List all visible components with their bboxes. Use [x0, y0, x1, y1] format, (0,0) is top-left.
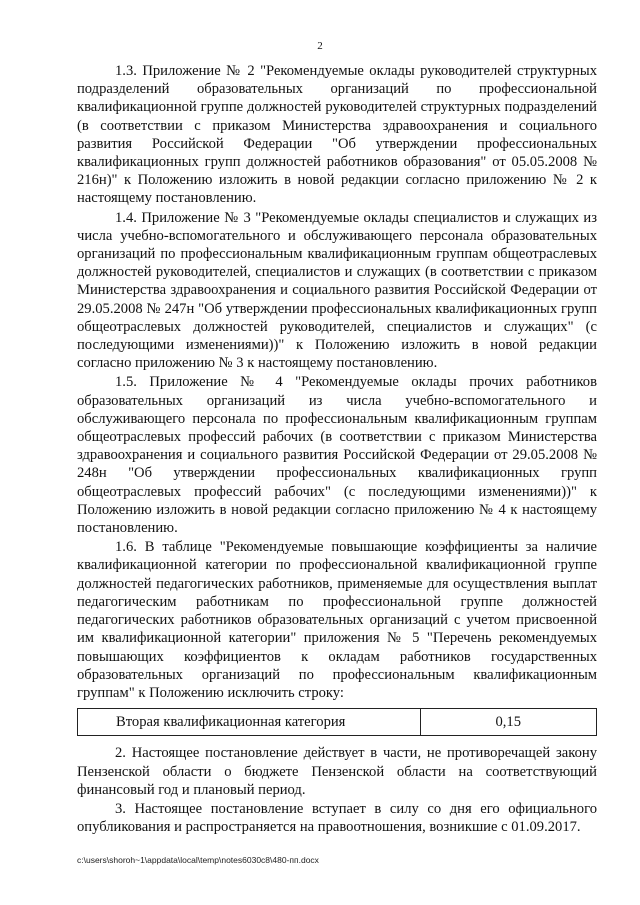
page-number: 2: [317, 40, 323, 52]
table-row: [78, 709, 597, 736]
paragraph-1-5: 1.5. Приложение № 4 "Рекомендуемые оклады прочих работников образовательных организаций из числа учебно-вспомогательного и обслуживающего персонала по профессиональным квалификационным группам общеотраслевых профессий рабочих (в соответствии с приказом Министерства здравоохранения и социального развития Российской Федерации от 29.05.2008 № 248н "Об утверждении профессиональных квалификационных групп общеотраслевых профессий рабочих" (с последующими изменениями))" к Положению изложить в новой редакции согласно приложению № 4 к настоящему постановлению.: [77, 374, 597, 537]
document-body: [77, 62, 597, 837]
excluded-row-table: [77, 708, 597, 736]
paragraph-2: 2. Настоящее постановление действует в части, не противоречащей закону Пензенской области о бюджете Пензенской области на соответствующий финансовый год и плановый период.: [77, 745, 597, 798]
paragraph-3: 3. Настоящее постановление вступает в силу со дня его официального опубликования и распространяется на правоотношения, возникшие с 01.09.2017.: [77, 800, 597, 836]
paragraph-1-6: 1.6. В таблице "Рекомендуемые повышающие коэффициенты за наличие квалификационной категории по профессиональной квалификационной группе должностей педагогических работников, применяемые для осуществления выплат педагогическим работникам по профессиональной группе должностей педагогических работников образовательных организаций с учетом присвоенной им квалификационной категории" приложения № 5 "Перечень рекомендуемых повышающих коэффициентов к окладам работников государственных образовательных организаций по профессиональным квалификационным группам" к Положению исключить строку:: [77, 539, 597, 701]
coefficient-cell: 0,15: [420, 709, 596, 736]
file-path-footer: c:\users\shoroh~1\appdata\local\temp\notes6030c8\480-пп.docx: [77, 855, 319, 865]
paragraph-1-4: 1.4. Приложение № 3 "Рекомендуемые оклады специалистов и служащих из числа учебно-вспомогательного и обслуживающего персонала образовательных организаций по профессиональным квалификационным группам общеотраслевых должностей руководителей, специалистов и служащих (в соответствии с приказом Министерства здравоохранения и социального развития Российской Федерации от 29.05.2008 № 247н "Об утверждении профессиональных квалификационных групп общеотраслевых должностей руководителей, специалистов и служащих" (с последующими изменениями))" к Положению изложить в новой редакции согласно приложению № 3 к настоящему постановлению.: [77, 209, 597, 372]
paragraph-1-3: 1.3. Приложение № 2 "Рекомендуемые оклады руководителей структурных подразделений образовательных организаций по профессиональной квалификационной группе должностей руководителей структурных подразделений (в соответствии с приказом Министерства здравоохранения и социального развития Российской Федерации "Об утверждении профессиональных квалификационных групп должностей работников образования" от 05.05.2008 № 216н)" к Положению изложить в новой редакции согласно приложению № 2 к настоящему постановлению.: [77, 63, 597, 207]
category-cell: Вторая квалификационная категория: [78, 709, 421, 736]
